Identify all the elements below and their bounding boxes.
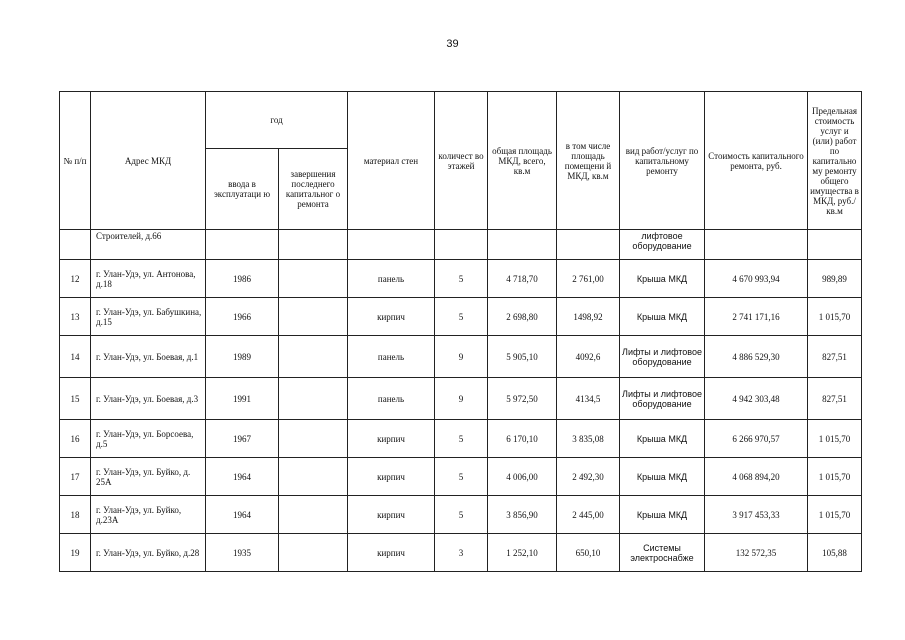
cell-no: 12 <box>60 260 91 298</box>
cell-address: г. Улан-Удэ, ул. Боевая, д.1 <box>91 336 206 378</box>
cell-repair-year <box>279 458 348 496</box>
cell-work: Лифты и лифтовое оборудование <box>620 336 705 378</box>
cell-material: кирпич <box>348 420 435 458</box>
table-row <box>60 534 862 572</box>
cell-address: г. Улан-Удэ, ул. Бабушкина, д.15 <box>91 298 206 336</box>
cell-no: 19 <box>60 534 91 572</box>
header-max-cost: Предельная стоимость услуг и (или) работ по капитально му ремонту общего имущества в МКД, руб./кв.м <box>808 92 862 230</box>
cell-address: г. Улан-Удэ, ул. Боевая, д.3 <box>91 378 206 420</box>
cell-work: Крыша МКД <box>620 458 705 496</box>
page-number: 39 <box>446 38 459 50</box>
header-year-commission: ввода в эксплуатаци ю <box>206 149 279 230</box>
cell-floors: 9 <box>435 336 488 378</box>
cell-year: 1935 <box>206 534 279 572</box>
header-total-area: общая площадь МКД, всего, кв.м <box>488 92 557 230</box>
cell-address: г. Улан-Удэ, ул. Буйко, д.23А <box>91 496 206 534</box>
cell-address: г. Улан-Удэ, ул. Антонова, д.18 <box>91 260 206 298</box>
cell-material: кирпич <box>348 496 435 534</box>
cell-floors: 5 <box>435 420 488 458</box>
cell-no: 16 <box>60 420 91 458</box>
cell-limit: 1 015,70 <box>808 298 862 336</box>
cell-repair-year <box>279 298 348 336</box>
cell-work: Лифты и лифтовое оборудование <box>620 378 705 420</box>
cell-repair-year <box>279 496 348 534</box>
table-row <box>60 336 862 378</box>
cell-work: Крыша МКД <box>620 260 705 298</box>
cell-floors: 5 <box>435 496 488 534</box>
cell-total-area: 4 006,00 <box>488 458 557 496</box>
cell-living-area: 4092,6 <box>557 336 620 378</box>
header-no: № п/п <box>60 92 91 230</box>
cell-total-area: 2 698,80 <box>488 298 557 336</box>
cell-cost: 4 942 303,48 <box>705 378 808 420</box>
table-row <box>60 260 862 298</box>
cell-no: 14 <box>60 336 91 378</box>
repair-table <box>59 91 862 572</box>
cell-address: г. Улан-Удэ, ул. Борсоева, д.5 <box>91 420 206 458</box>
cell-limit: 827,51 <box>808 336 862 378</box>
cell-floors: 3 <box>435 534 488 572</box>
cell-no: 13 <box>60 298 91 336</box>
cell-living-area: 2 445,00 <box>557 496 620 534</box>
table-row <box>60 378 862 420</box>
cell-cost: 6 266 970,57 <box>705 420 808 458</box>
cell-cost: 4 886 529,30 <box>705 336 808 378</box>
cell-floors: 5 <box>435 458 488 496</box>
table-row <box>60 496 862 534</box>
cell-no: 18 <box>60 496 91 534</box>
cell-repair-year <box>279 378 348 420</box>
header-material: материал стен <box>348 92 435 230</box>
cell-address: г. Улан-Удэ, ул. Буйко, д.28 <box>91 534 206 572</box>
header-year-repair: завершения последнего капитальног о ремонта <box>279 149 348 230</box>
table-row <box>60 420 862 458</box>
cell-repair-year <box>279 260 348 298</box>
cell-total-area: 6 170,10 <box>488 420 557 458</box>
cell-cost: 2 741 171,16 <box>705 298 808 336</box>
header-cost: Стоимость капитального ремонта, руб. <box>705 92 808 230</box>
cell-material: кирпич <box>348 458 435 496</box>
cell-no: 17 <box>60 458 91 496</box>
cell-limit: 1 015,70 <box>808 420 862 458</box>
cell-limit: 827,51 <box>808 378 862 420</box>
cell-cost: 132 572,35 <box>705 534 808 572</box>
cell-floors: 5 <box>435 260 488 298</box>
header-work-type: вид работ/услуг по капитальному ремонту <box>620 92 705 230</box>
cell-repair-year <box>279 336 348 378</box>
cell-total-area: 3 856,90 <box>488 496 557 534</box>
cell-cost: 4 670 993,94 <box>705 260 808 298</box>
cell-year: 1966 <box>206 298 279 336</box>
header-floors: количест во этажей <box>435 92 488 230</box>
cell-limit: 105,88 <box>808 534 862 572</box>
cell-material: кирпич <box>348 298 435 336</box>
cell-year: 1989 <box>206 336 279 378</box>
cell-living-area: 1498,92 <box>557 298 620 336</box>
cell-material: панель <box>348 336 435 378</box>
cell-no: 15 <box>60 378 91 420</box>
cell-limit: 989,89 <box>808 260 862 298</box>
cell-floors: 5 <box>435 298 488 336</box>
cell-address: Строителей, д.66 <box>91 230 206 260</box>
cell-year: 1967 <box>206 420 279 458</box>
cell-total-area: 5 972,50 <box>488 378 557 420</box>
cell-address: г. Улан-Удэ, ул. Буйко, д. 25А <box>91 458 206 496</box>
cell-material: кирпич <box>348 534 435 572</box>
cell-repair-year <box>279 534 348 572</box>
table-row-continued <box>60 230 862 260</box>
cell-year: 1964 <box>206 458 279 496</box>
cell-year: 1986 <box>206 260 279 298</box>
cell-work: лифтовое оборудование <box>620 230 705 260</box>
cell-living-area: 2 492,30 <box>557 458 620 496</box>
cell-cost: 4 068 894,20 <box>705 458 808 496</box>
cell-cost: 3 917 453,33 <box>705 496 808 534</box>
cell-living-area: 650,10 <box>557 534 620 572</box>
header-address: Адрес МКД <box>91 92 206 230</box>
cell-limit: 1 015,70 <box>808 458 862 496</box>
cell-year: 1991 <box>206 378 279 420</box>
header-living-area: в том числе площадь помещени й МКД, кв.м <box>557 92 620 230</box>
cell-total-area: 4 718,70 <box>488 260 557 298</box>
cell-work: Крыша МКД <box>620 496 705 534</box>
cell-material: панель <box>348 378 435 420</box>
cell-work: Крыша МКД <box>620 298 705 336</box>
cell-work: Системы электроснабже <box>620 534 705 572</box>
table-row <box>60 458 862 496</box>
cell-repair-year <box>279 420 348 458</box>
cell-limit: 1 015,70 <box>808 496 862 534</box>
cell-living-area: 3 835,08 <box>557 420 620 458</box>
table-row <box>60 298 862 336</box>
cell-year: 1964 <box>206 496 279 534</box>
cell-living-area: 2 761,00 <box>557 260 620 298</box>
cell-material: панель <box>348 260 435 298</box>
cell-total-area: 1 252,10 <box>488 534 557 572</box>
cell-living-area: 4134,5 <box>557 378 620 420</box>
cell-work: Крыша МКД <box>620 420 705 458</box>
cell-floors: 9 <box>435 378 488 420</box>
cell-total-area: 5 905,10 <box>488 336 557 378</box>
header-year: год <box>206 92 348 149</box>
